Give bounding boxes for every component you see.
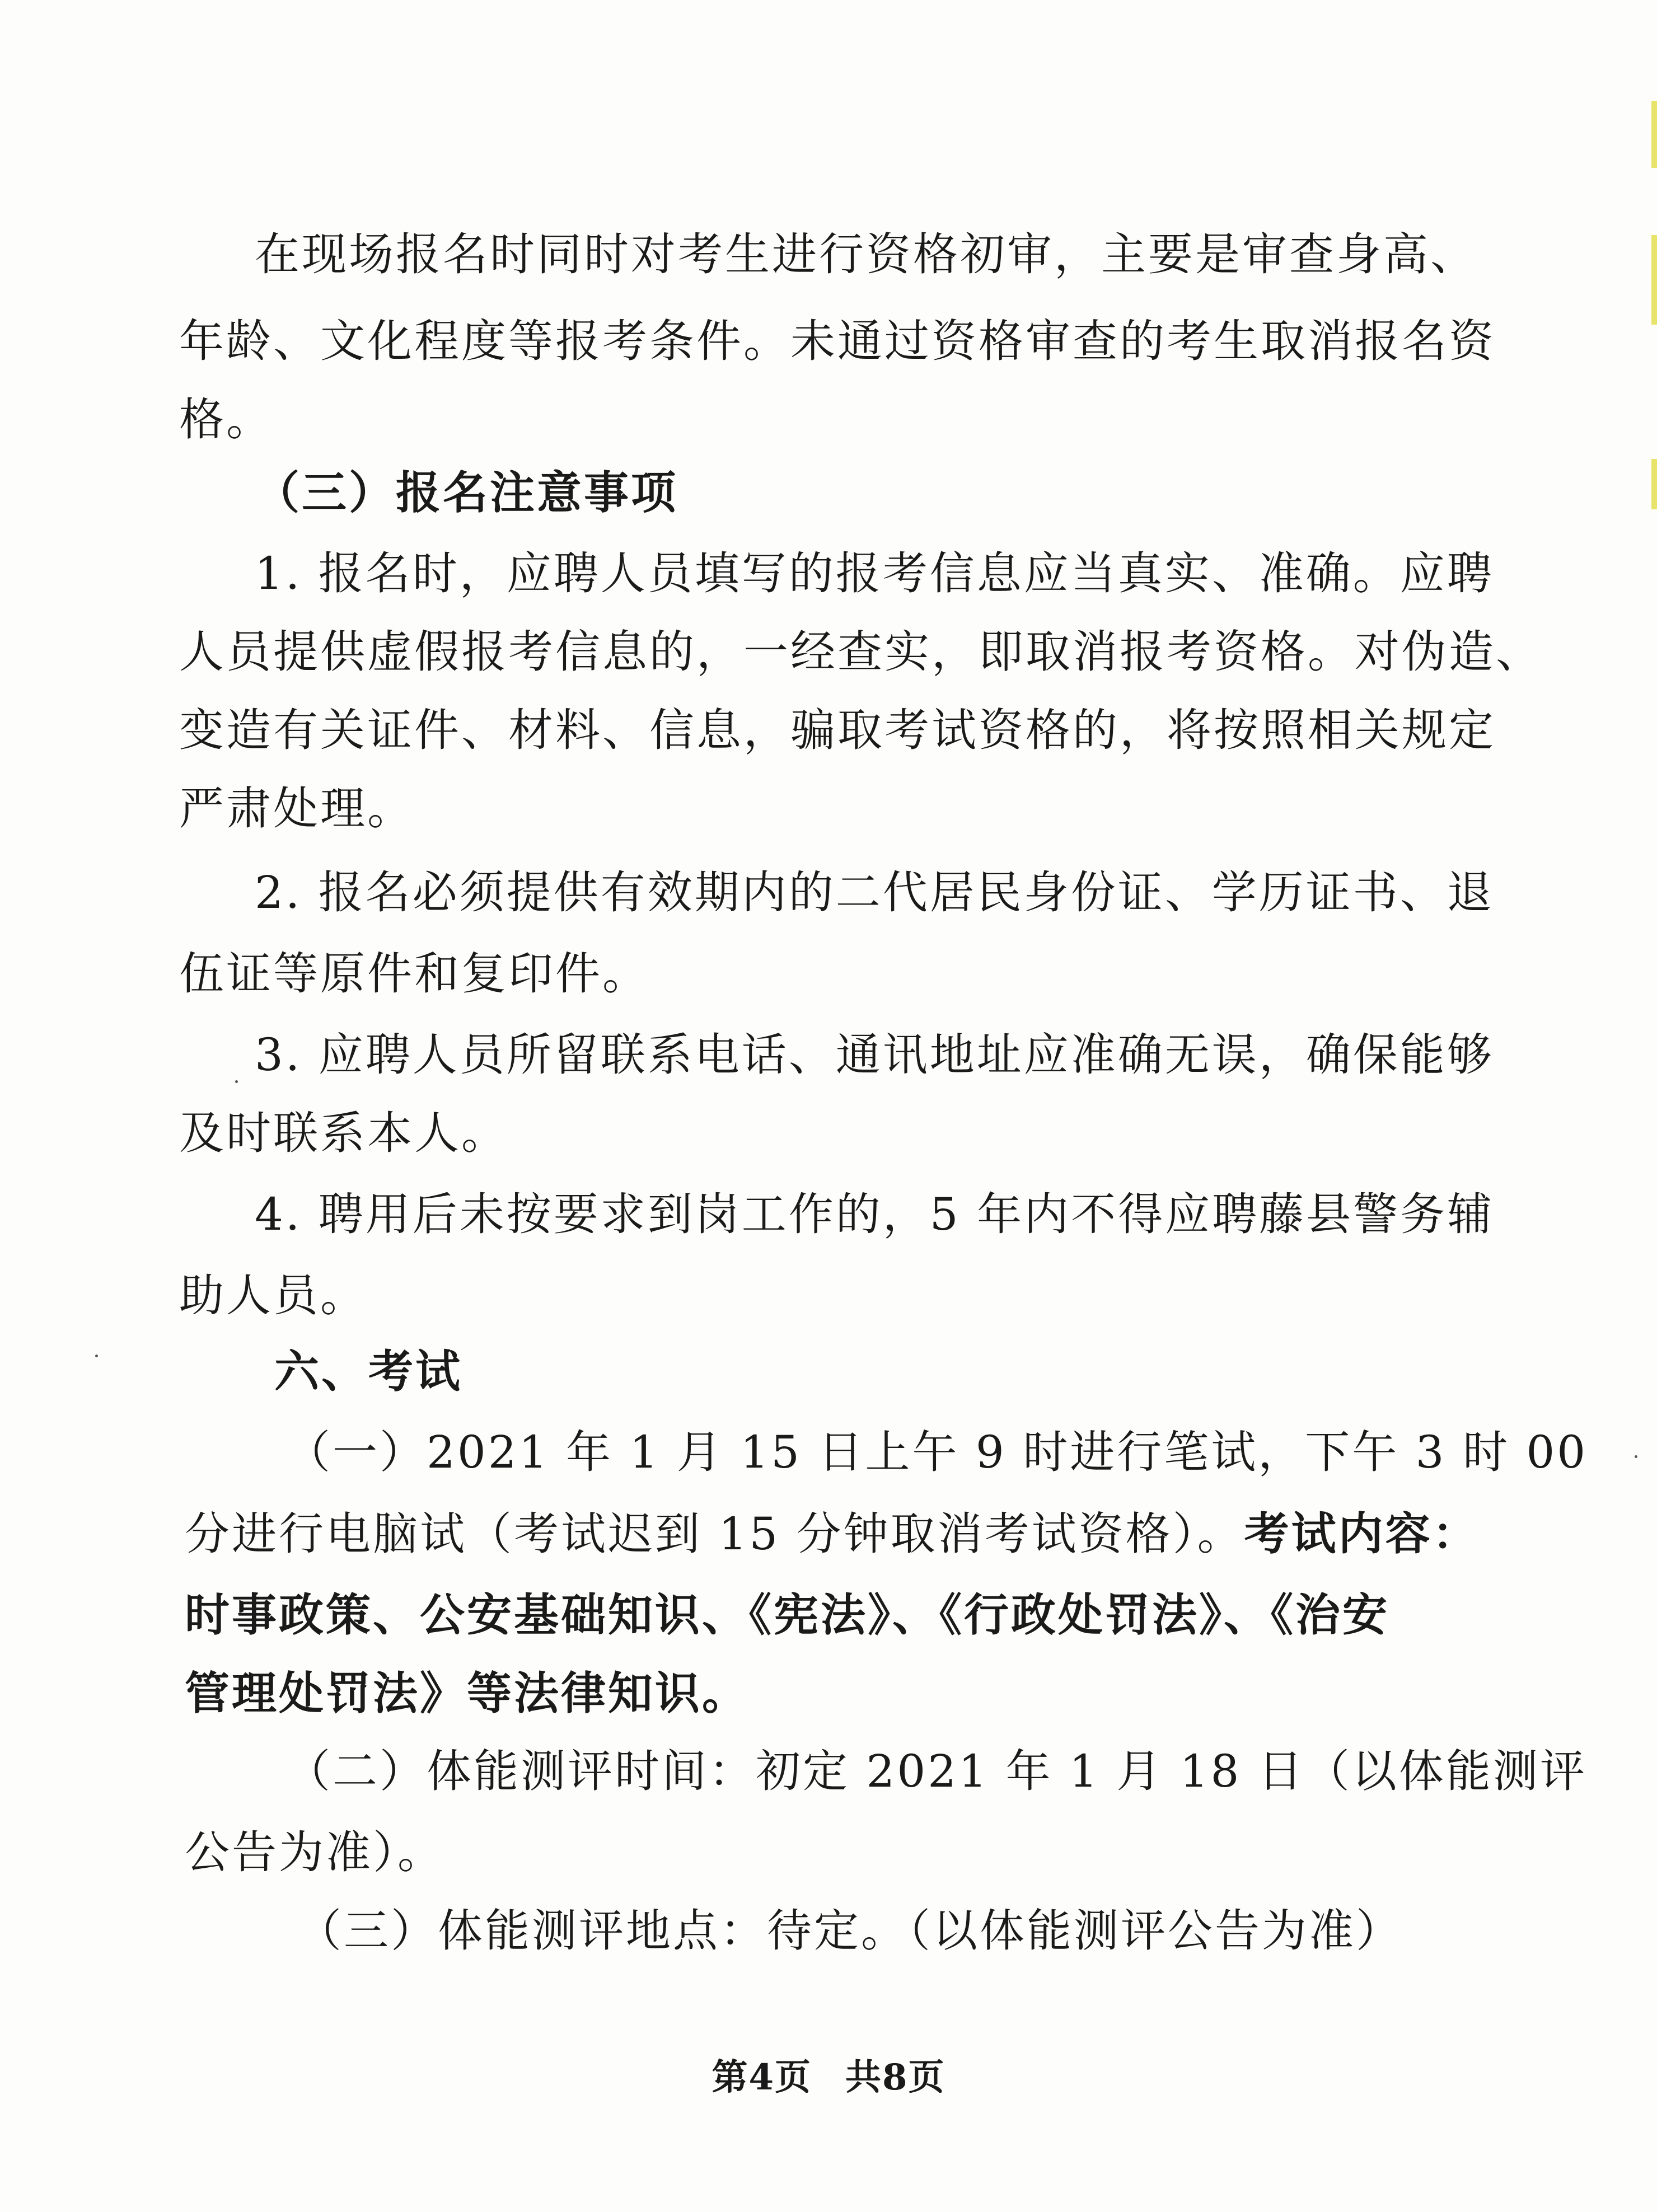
page-number: 第4页 xyxy=(712,2056,812,2098)
scan-speck xyxy=(95,1355,98,1357)
page-total: 共8页 xyxy=(845,2056,945,2098)
section-heading: （三）报名注意事项 xyxy=(255,466,678,519)
page-footer xyxy=(0,2049,1657,2100)
body-line: 变造有关证件、材料、信息，骗取考试资格的，将按照相关规定 xyxy=(179,704,1496,756)
body-line: （二）体能测评时间：初定 2021 年 1 月 18 日（以体能测评 xyxy=(285,1745,1587,1797)
body-line: 年龄、文化程度等报考条件。未通过资格审查的考生取消报名资 xyxy=(179,315,1496,367)
body-line: 在现场报名时同时对考生进行资格初审，主要是审查身高、 xyxy=(255,228,1477,280)
body-text: 分进行电脑试（考试迟到 15 分钟取消考试资格）。 xyxy=(185,1508,1244,1560)
scan-edge-mark xyxy=(1651,459,1657,509)
body-line: （一）2021 年 1 月 15 日上午 9 时进行笔试，下午 3 时 00 xyxy=(285,1426,1588,1478)
section-heading: 六、考试 xyxy=(274,1345,462,1398)
body-line: 格。 xyxy=(179,393,273,446)
body-line: 2. 报名必须提供有效期内的二代居民身份证、学历证书、退 xyxy=(255,866,1494,918)
scan-edge-mark xyxy=(1651,101,1657,168)
body-line xyxy=(185,1506,1480,1562)
body-line: 助人员。 xyxy=(179,1269,367,1321)
body-line: 1. 报名时，应聘人员填写的报考信息应当真实、准确。应聘 xyxy=(255,547,1494,599)
body-line: 3. 应聘人员所留联系电话、通讯地址应准确无误，确保能够 xyxy=(255,1029,1494,1081)
emphasis-text: 考试内容： xyxy=(1244,1507,1480,1560)
body-line: 伍证等原件和复印件。 xyxy=(179,948,649,1000)
scan-speck xyxy=(1635,1455,1637,1458)
body-line: 人员提供虚假报考信息的，一经查实，即取消报考资格。对伪造、 xyxy=(179,626,1543,678)
body-line: 及时联系本人。 xyxy=(179,1107,508,1159)
emphasis-line: 管理处罚法》等法律知识。 xyxy=(185,1667,749,1719)
body-line: （三）体能测评地点：待定。（以体能测评公告为准） xyxy=(297,1905,1403,1957)
scan-speck xyxy=(235,1080,238,1083)
body-line: 严肃处理。 xyxy=(179,782,414,835)
emphasis-line: 时事政策、公安基础知识、《宪法》、《行政处罚法》、《治安 xyxy=(185,1588,1389,1641)
body-line: 公告为准）。 xyxy=(185,1826,444,1878)
scan-edge-mark xyxy=(1651,235,1657,325)
body-line: 4. 聘用后未按要求到岗工作的，5 年内不得应聘藤县警务辅 xyxy=(255,1188,1495,1240)
